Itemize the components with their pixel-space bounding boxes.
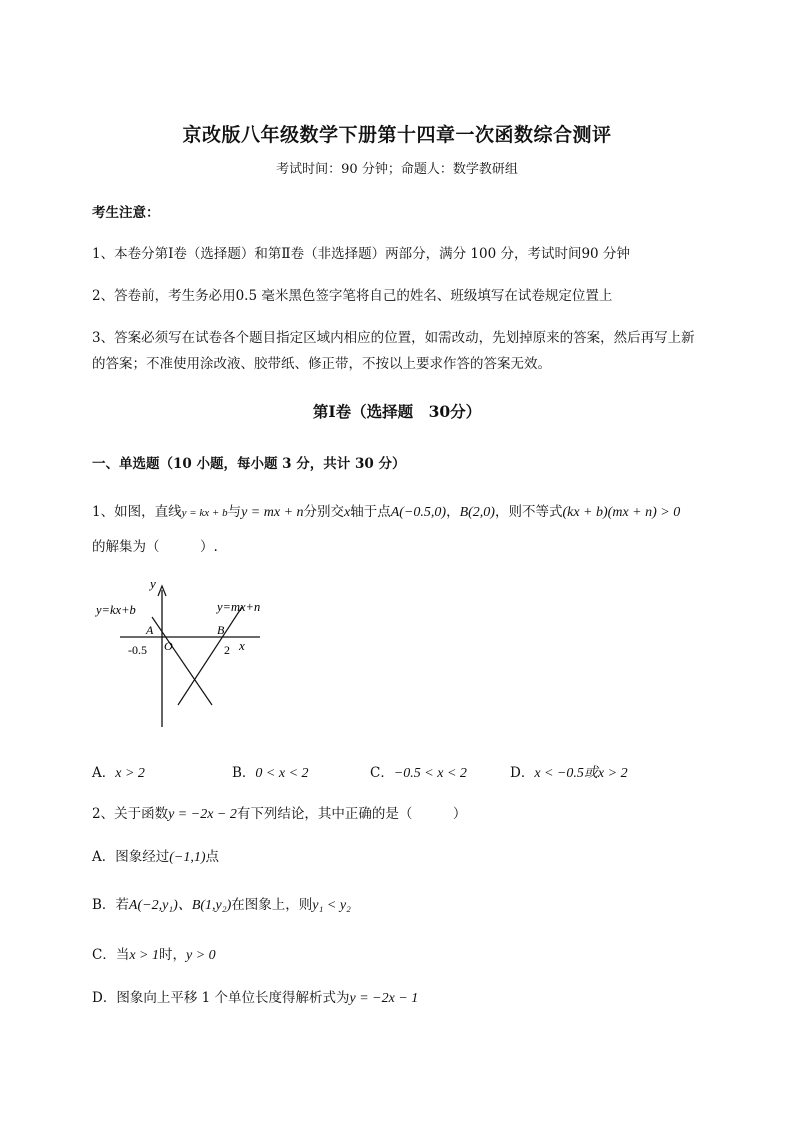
- section-title: 第Ⅰ卷（选择题 30分）: [312, 402, 482, 421]
- q1-point-a: A(−0.5,0): [390, 505, 447, 520]
- q1-option-d[interactable]: [510, 761, 628, 782]
- notice-item-2: 2、答卷前，考生务必用0.5 毫米黑色签字笔将自己的姓名、班级填写在试卷规定位置上: [92, 288, 613, 304]
- option-text-end: 点: [205, 849, 220, 865]
- q1-prefix: 1、如图，直线: [92, 504, 182, 520]
- a-value-label: -0.5: [128, 643, 147, 657]
- q2-prefix: 2、关于函数: [92, 806, 169, 822]
- q1-option-b[interactable]: [232, 761, 309, 782]
- exam-title: 京改版八年级数学下册第十四章一次函数综合测评: [182, 124, 612, 146]
- line-kx-plus-b: [152, 617, 212, 705]
- q1-axis-var: x: [344, 505, 351, 520]
- q1-point-b: B(2,0): [459, 505, 495, 520]
- x-axis-label: x: [239, 638, 245, 653]
- q1-option-a[interactable]: [92, 761, 145, 782]
- option-math: A(−2,y₁)、B(1,y₂): [128, 898, 232, 913]
- option-text: x > 2: [115, 766, 145, 781]
- notice-heading: 考生注意：: [92, 205, 160, 221]
- q2-suffix: 有下列结论，其中正确的是（ ）: [236, 806, 467, 822]
- option-letter: C．: [92, 947, 116, 963]
- y-axis-label: y: [150, 576, 156, 591]
- option-math: (−1,1): [169, 850, 206, 865]
- option-text: 若: [115, 897, 129, 913]
- q1-sep: ，: [446, 504, 460, 520]
- q1-line1-equation: y = kx + b: [181, 507, 228, 519]
- option-math: x > 1: [129, 948, 160, 963]
- origin-label: O: [164, 639, 173, 653]
- q2-option-a[interactable]: [92, 845, 219, 866]
- line-kx-plus-b-label: y=kx+b: [96, 603, 136, 617]
- option-letter: A．: [92, 765, 116, 781]
- q1-mid1: 与: [227, 504, 242, 520]
- option-letter: A．: [92, 849, 116, 865]
- option-letter: D．: [510, 765, 535, 781]
- exam-subtitle: 考试时间：90 分钟；命题人：数学教研组: [276, 162, 518, 177]
- notice-item-3: 3、答案必须写在试卷各个题目指定区域内相应的位置，如需改动，先划掉原来的答案，然后再写上新: [92, 330, 695, 346]
- q1-mid2: 分别交: [303, 504, 345, 520]
- option-text: 图象向上平移 1 个单位长度得解析式为: [116, 990, 350, 1006]
- question-2-text: [92, 802, 466, 823]
- option-text-mid: 在图象上，则: [231, 897, 313, 913]
- notice-item-1: 1、本卷分第Ⅰ卷（选择题）和第Ⅱ卷（非选择题）两部分，满分 100 分，考试时间90 分钟: [92, 246, 630, 262]
- line-mx-plus-n: [178, 607, 242, 705]
- option-text: 当: [115, 947, 130, 963]
- point-a-label: A: [146, 623, 154, 637]
- option-text: 0 < x < 2: [255, 766, 309, 781]
- question-1-line-2: 的解集为（ ）.: [92, 539, 218, 555]
- y-axis: [158, 586, 166, 727]
- q2-option-d[interactable]: [92, 986, 418, 1007]
- b-value-label: 2: [224, 643, 230, 657]
- q1-mid3: 轴于点: [350, 504, 391, 520]
- line-mx-plus-n-label: y=mx+n: [217, 600, 261, 614]
- option-letter: C．: [370, 765, 394, 781]
- option-text: −0.5 < x < 2: [393, 766, 467, 781]
- q1-figure: [90, 572, 290, 737]
- q2-option-c[interactable]: [92, 943, 216, 964]
- q1-inequality: (kx + b)(mx + n) > 0: [562, 505, 681, 520]
- option-letter: B．: [92, 897, 116, 913]
- option-math: y = −2x − 1: [349, 991, 419, 1006]
- option-text-mid: 时，: [159, 947, 187, 963]
- option-text: 图象经过: [115, 849, 170, 865]
- q1-mid4: ，则不等式: [494, 504, 563, 520]
- option-text: x < −0.5或x > 2: [534, 766, 628, 781]
- option-math-2: y₁ < y₂: [312, 898, 351, 913]
- option-letter: B．: [232, 765, 256, 781]
- option-letter: D．: [92, 990, 117, 1006]
- part-heading: 一、单选题（10 小题，每小题 3 分，共计 30 分）: [92, 456, 406, 472]
- q2-option-b[interactable]: [92, 893, 351, 914]
- notice-item-3-continued: 的答案；不准使用涂改液、胶带纸、修正带，不按以上要求作答的答案无效。: [92, 356, 551, 372]
- q1-line2-equation: y = mx + n: [241, 505, 304, 520]
- q1-option-c[interactable]: [370, 761, 467, 782]
- q2-function: y = −2x − 2: [168, 807, 237, 822]
- point-b-label: B: [217, 623, 225, 637]
- option-math-2: y > 0: [186, 948, 216, 963]
- question-1-text: [92, 500, 680, 521]
